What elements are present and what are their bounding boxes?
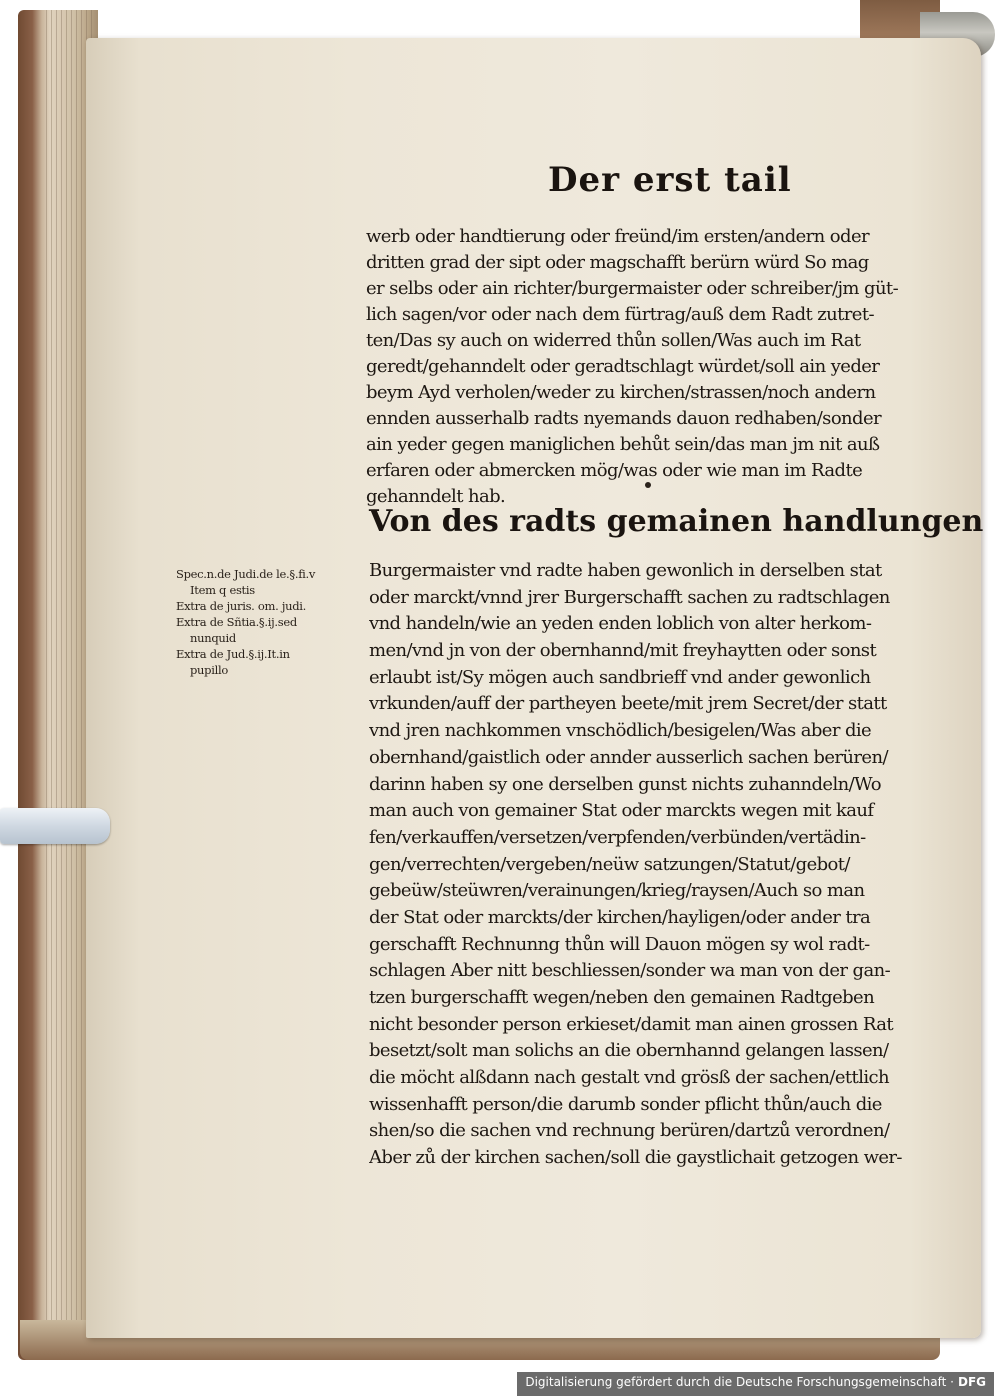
margin-note: pupillo (190, 663, 228, 677)
margin-note: nunquid (190, 631, 236, 645)
footer-text: Digitalisierung gefördert durch die Deutsche Forschungsgemeinschaft · (525, 1375, 954, 1389)
text-line: nicht besonder person erkieset/damit man ainen grossen Rat (369, 1013, 893, 1035)
running-header: Der erst tail (548, 160, 792, 200)
paragraph-1 (366, 224, 914, 510)
text-line: tzen burgerschafft wegen/neben den gemainen Radtgeben (369, 987, 875, 1008)
text-line: erlaubt ist/Sy mögen auch sandbrieff vnd ander gewonlich (369, 666, 871, 688)
text-line: Aber zů der kirchen sachen/soll die gaystlichait getzogen wer- (369, 1147, 902, 1169)
section-heading: Von des radts gemainen handlungen (369, 504, 984, 539)
text-line: men/vnd jn von der obernhannd/mit freyhaytten oder sonst (369, 640, 877, 662)
text-line: gebeüw/steüwren/verainungen/krieg/raysen/Auch so man (369, 880, 865, 902)
text-line: man auch von gemainer Stat oder marckts wegen mit kauf (369, 800, 874, 822)
text-line: geredt/gehanndelt oder geradtschlagt würdet/soll ain yeder (366, 356, 880, 377)
page-tab-marker (0, 808, 110, 844)
text-line: erfaren oder abmercken mög/was oder wie man im Radte (366, 460, 863, 481)
text-line: beym Ayd verholen/weder zu kirchen/strassen/noch andern (366, 382, 876, 403)
text-line: dritten grad der sipt oder magschafft berürn würd So mag (366, 252, 869, 273)
text-line: werb oder handtierung oder freünd/im ersten/andern oder (366, 226, 870, 247)
text-line: er selbs oder ain richter/burgermaister oder schreiber/jm güt- (366, 278, 899, 299)
text-line: vrkunden/auff der partheyen beete/mit jrem Secret/der statt (369, 693, 887, 715)
text-line: gehanndelt hab. (366, 486, 506, 507)
text-line: obernhand/gaistlich oder annder ausserlich sachen berüren/ (369, 746, 888, 768)
text-line: schlagen Aber nitt beschliessen/sonder wa man von der gan- (369, 960, 891, 982)
paragraph-2 (369, 558, 914, 1172)
ink-dot (645, 482, 651, 488)
text-line: der Stat oder marckts/der kirchen/hayligen/oder ander tra (369, 906, 871, 928)
text-line: oder marckt/vnnd jrer Burgerschafft sachen zu radtschlagen (369, 586, 890, 608)
text-line: die möcht alßdann nach gestalt vnd grösß der sachen/ettlich (369, 1067, 889, 1089)
text-line: gen/verrechten/vergeben/neüw satzungen/Statut/gebot/ (369, 853, 850, 875)
text-line: fen/verkauffen/versetzen/verpfenden/verbünden/vertädin- (369, 826, 866, 848)
text-line: lich sagen/vor oder nach dem fürtrag/auß dem Radt zutret- (366, 304, 874, 325)
text-line: besetzt/solt man solichs an die obernhannd gelangen lassen/ (369, 1040, 889, 1062)
text-line: shen/so die sachen vnd rechnung berüren/dartzů verordnen/ (369, 1120, 890, 1142)
text-line: wissenhafft person/die darumb sonder pflicht thůn/auch die (369, 1093, 882, 1115)
dfg-logo: DFG (957, 1375, 986, 1389)
text-line: darinn haben sy one derselben gunst nichts zuhanndeln/Wo (369, 773, 881, 795)
margin-notes (176, 566, 356, 678)
text-line: ain yeder gegen maniglichen behůt sein/das man jm nit auß (366, 434, 880, 455)
text-line: gerschafft Rechnunng thůn will Dauon mögen sy wol radt- (369, 933, 870, 955)
margin-note: Extra de juris. om. judi. (176, 599, 307, 613)
text-line: ten/Das sy auch on widerred thůn sollen/Was auch im Rat (366, 330, 861, 351)
margin-note: Item q estis (190, 583, 255, 597)
text-line: vnd jren nachkommen vnschödlich/besigelen/Was aber die (369, 720, 872, 742)
margin-note: Extra de Sñtia.§.ij.sed (176, 615, 297, 629)
text-line: Burgermaister vnd radte haben gewonlich in derselben stat (369, 560, 882, 581)
footer-credit (517, 1372, 994, 1396)
text-line: vnd handeln/wie an yeden enden loblich von alter herkom- (369, 613, 872, 635)
margin-note: Extra de Jud.§.ij.It.in (176, 647, 290, 661)
text-line: ennden ausserhalb radts nyemands dauon redhaben/sonder (366, 408, 882, 429)
margin-note: Spec.n.de Judi.de le.§.fi.v (176, 567, 316, 581)
